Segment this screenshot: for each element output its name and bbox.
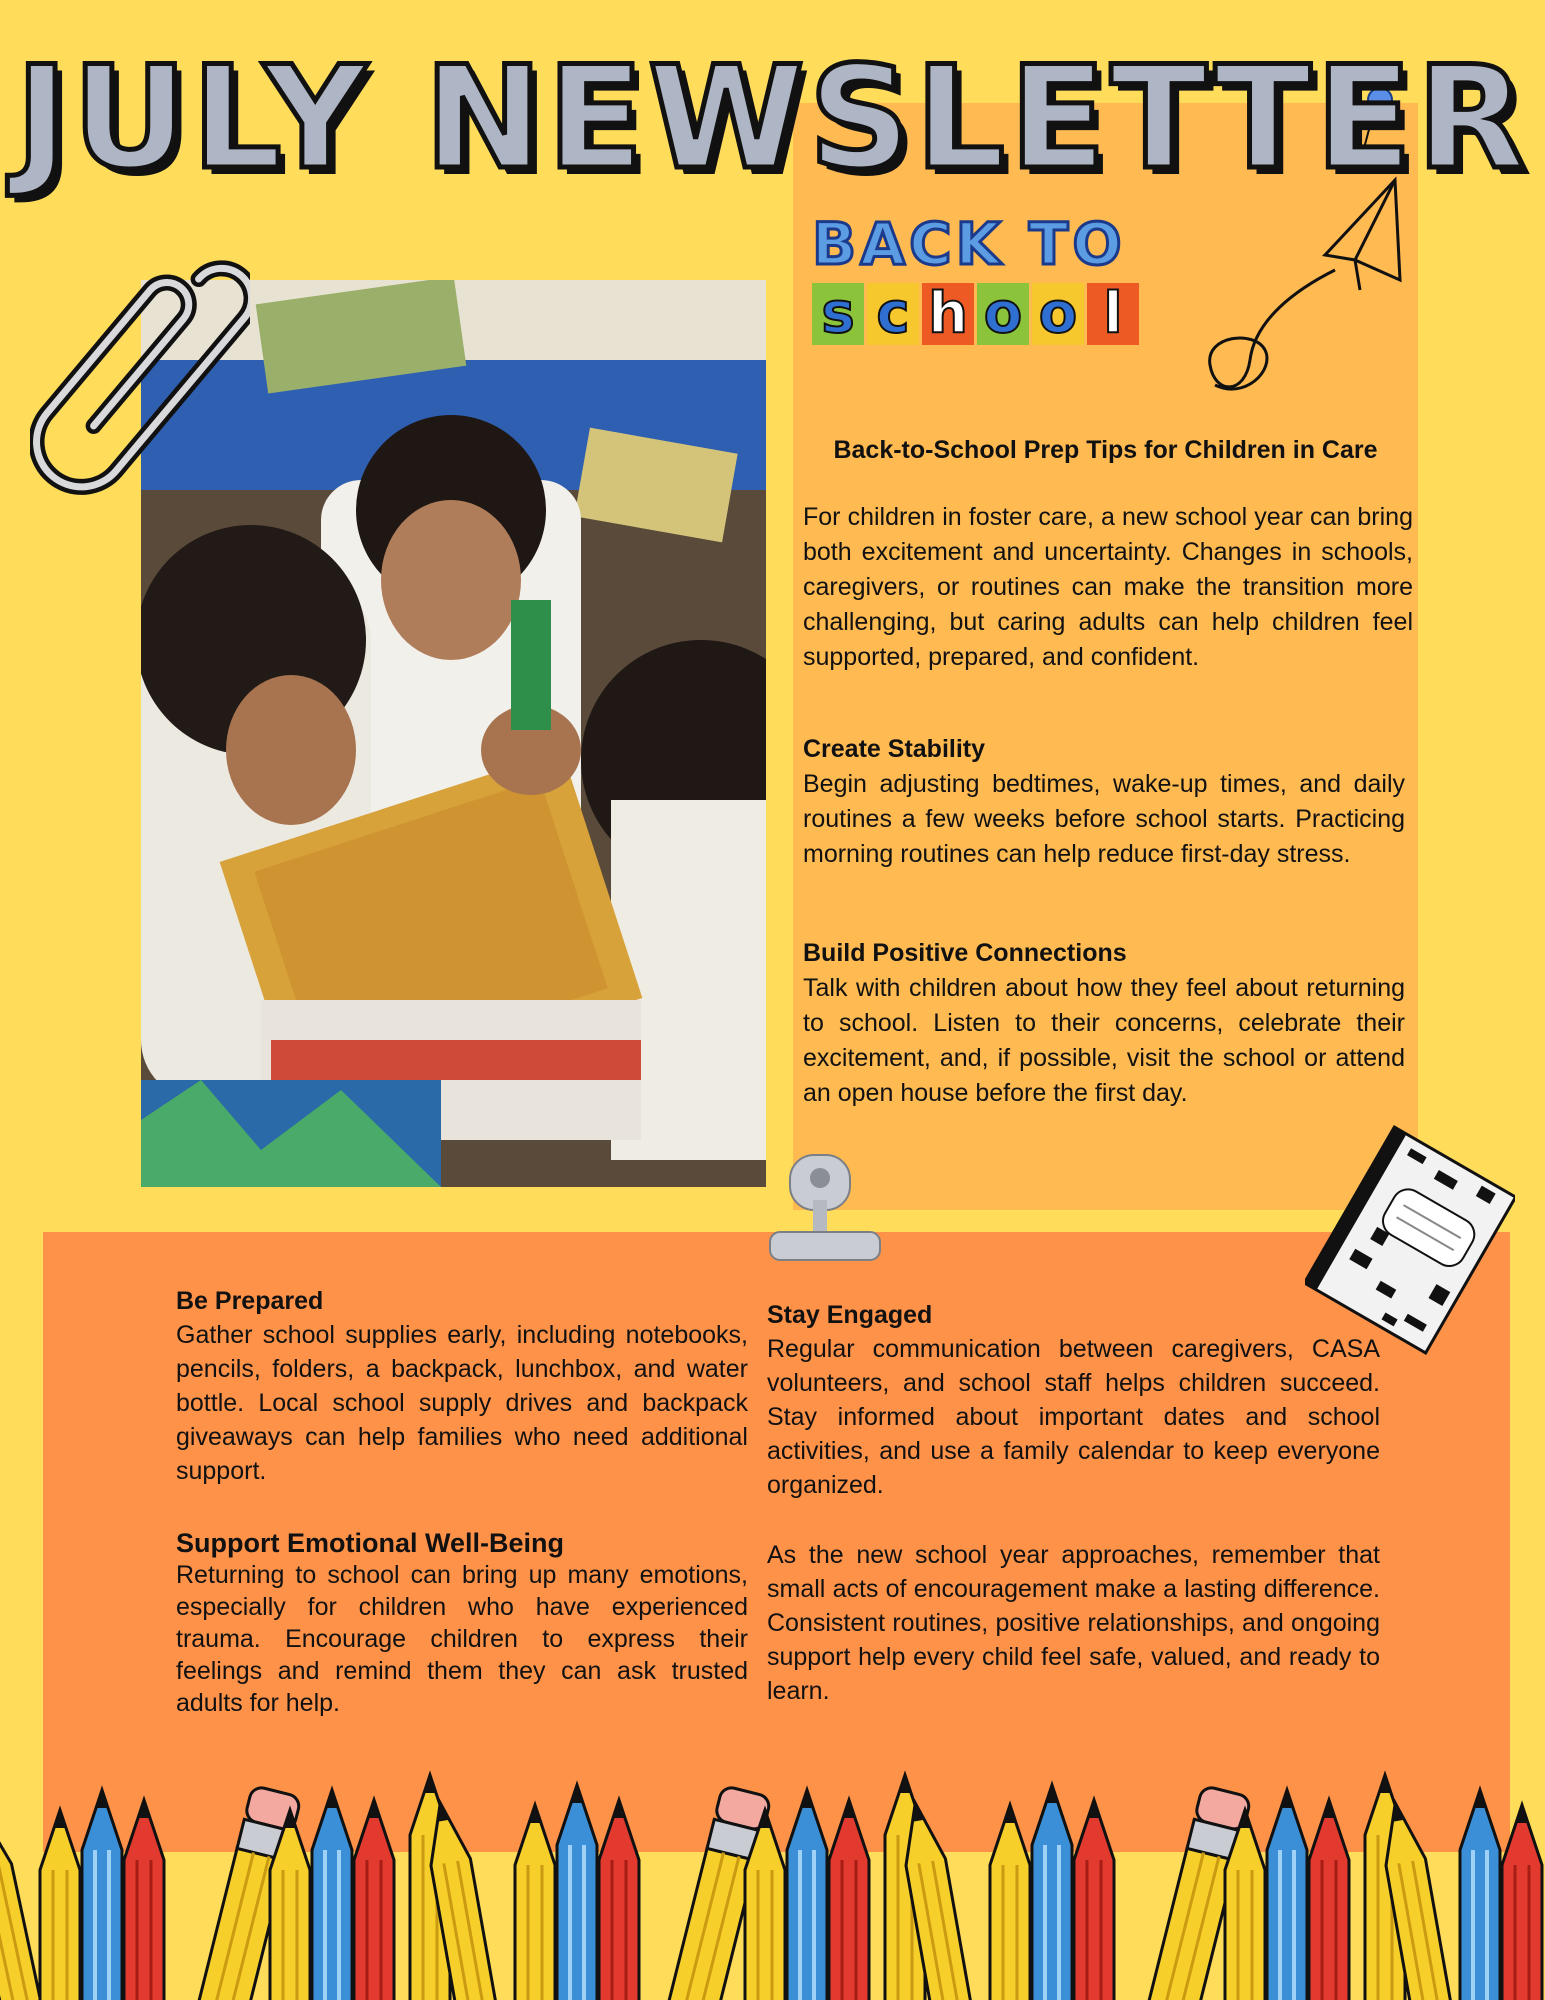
section-body: Regular communication between caregivers, CASA volunteers, and school staff helps children succeed. Stay informed about important dates and school activities, and use a family calendar to keep everyone organized. (767, 1335, 1380, 1499)
school-letter: s (812, 283, 864, 345)
section-positive-connections (803, 936, 1405, 1111)
section-create-stability (803, 732, 1405, 872)
paperclip-icon (30, 255, 250, 505)
school-letter: h (922, 283, 974, 345)
article-title: Back-to-School Prep Tips for Children in Care (833, 436, 1378, 464)
section-be-prepared (176, 1284, 748, 1488)
back-to-school-badge (812, 210, 1172, 365)
newsletter-title: JULY NEWSLETTER (15, 36, 1530, 201)
notebook-icon (1305, 1125, 1515, 1355)
section-body: Returning to school can bring up many emotions, especially for children who have experienced trauma. Encourage children to express their feelings and remind them they can ask trusted adults for help. (176, 1561, 748, 1717)
school-letter: l (1087, 283, 1139, 345)
section-body: Begin adjusting bedtimes, wake-up times, and daily routines a few weeks before school starts. Practicing morning routines can help reduce first-day stress. (803, 770, 1405, 868)
section-heading: Build Positive Connections (803, 939, 1127, 967)
section-stay-engaged (767, 1298, 1380, 1502)
section-body: Talk with children about how they feel about returning to school. Listen to their concerns, celebrate their excitement, and, if possible, visit the school or attend an open house before the first day. (803, 974, 1405, 1107)
section-emotional-well-being (176, 1527, 748, 1719)
section-heading: Create Stability (803, 735, 986, 763)
section-heading: Support Emotional Well-Being (176, 1528, 564, 1558)
pencil-border-icon (0, 1770, 1545, 2000)
school-letter: o (977, 283, 1029, 345)
binder-clip-icon (765, 1140, 885, 1275)
intro-paragraph: For children in foster care, a new school year can bring both excitement and uncertainty. Changes in schools, caregivers, or routines can make the transition more challenging, but caring adults can help children feel supported, prepared, and confident. (803, 503, 1413, 671)
section-body: Gather school supplies early, including notebooks, pencils, folders, a backpack, lunchbox, and water bottle. Local school supply drives and backpack giveaways can help families who need additional support. (176, 1321, 748, 1485)
section-heading: Be Prepared (176, 1287, 324, 1315)
school-letter: c (867, 283, 919, 345)
school-letter: o (1032, 283, 1084, 345)
back-to-label: BACK TO (812, 210, 1126, 278)
paper-plane-icon (1195, 170, 1415, 410)
closing-paragraph: As the new school year approaches, remember that small acts of encouragement make a lasting difference. Consistent routines, positive relationships, and ongoing support help every child feel safe, valued, and ready to learn. (767, 1541, 1380, 1705)
school-letter-blocks (812, 283, 1172, 345)
section-heading: Stay Engaged (767, 1301, 933, 1329)
